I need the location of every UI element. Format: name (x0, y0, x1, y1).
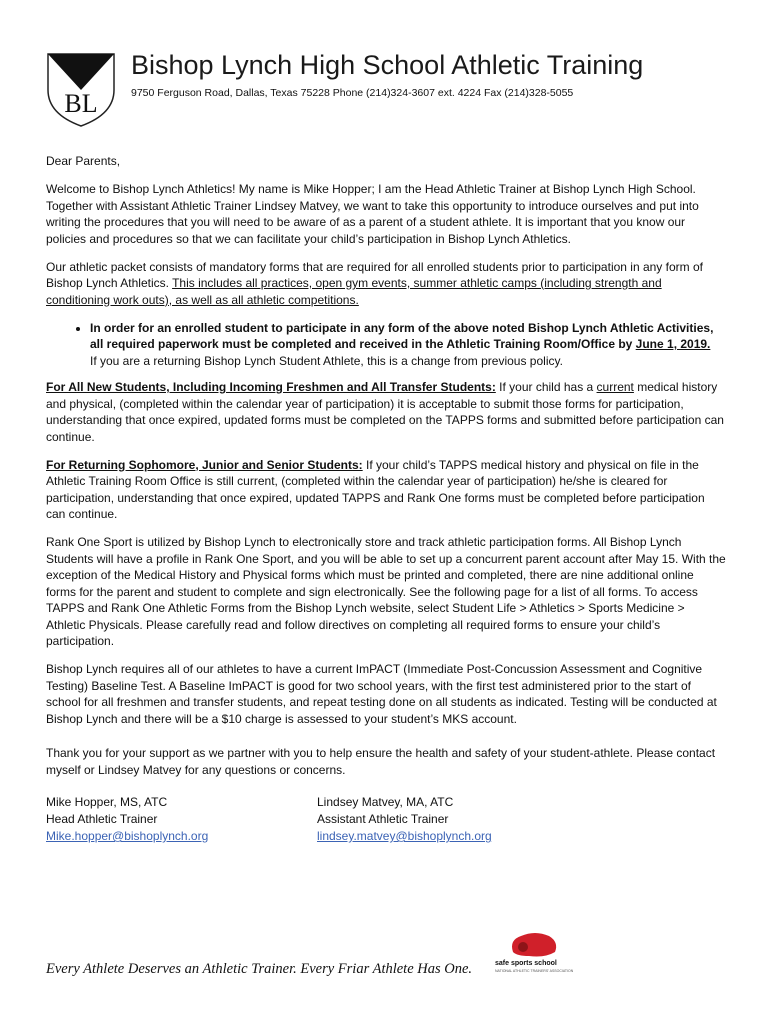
school-crest-logo (46, 52, 116, 128)
whistle-icon (505, 930, 561, 960)
email-link-matvey[interactable]: lindsey.matvey@bishoplynch.org (317, 829, 492, 843)
thanks-paragraph: Thank you for your support as we partner with you to help ensure the health and safety of your student-athlete. Please contact myself or Lindsey Matvey for any questions or concerns. (46, 746, 716, 777)
letter-body (46, 153, 726, 845)
returning-students-paragraph: For Returning Sophomore, Junior and Senior Students: If your child’s TAPPS medical history and physical on file in the Athletic Training Room Office is still current, (completed within the calendar year of participation) he/she is cleared for participation, understanding that once expired, updated TAPPS and Rank One forms must be completed before participation can continue. (46, 457, 705, 521)
new-students-heading: For All New Students, Including Incoming Freshmen and All Transfer Students: (46, 380, 496, 394)
rank-one-paragraph: Rank One Sport is utilized by Bishop Lynch to electronically store and track athletic participation forms. All Bishop Lynch Students will have a profile in Rank One Sport, and you will be able to set up a concurrent parent account after May 15. With the exception of the Medical History and Physical forms which must be printed and completed, there are nine additional online forms for the parent and student to complete and sign electronically. See the following page for a list of all forms. To access TAPPS and Rank One Athletic Forms from the Bishop Lynch website, select Student Life > Athletics > Sports Medicine > Athletic Physicals. Please carefully read and follow directives on completing all required forms to ensure your child’s participation. (46, 535, 726, 648)
crest-monogram: BL (64, 89, 98, 118)
intro-paragraph: Welcome to Bishop Lynch Athletics! My name is Mike Hopper; I am the Head Athletic Trainer at Bishop Lynch High School. Together with Assistant Athletic Trainer Lindsey Matvey, we want to take this opportunity to introduce ourselves and put into writing the procedures that you will need to be aware of as a parent of a student athlete. It is important that you know our policies and procedures so that we can facilitate your child’s participation in Bishop Lynch Athletics. (46, 182, 699, 246)
salutation: Dear Parents, (46, 154, 121, 168)
safe-sports-school-logo: safe sports school NATIONAL ATHLETIC TRAINERS' ASSOCIATION (495, 930, 565, 976)
new-students-paragraph: For All New Students, Including Incoming Freshmen and All Transfer Students: If your child has a current medical history and physical, (completed within the calendar year of participation) it is acceptable to submit those forms for participation, understanding that once expired, updated forms must be completed on the TAPPS forms and submitted before participation can continue. (46, 380, 724, 444)
deadline-date: June 1, 2019. (635, 337, 711, 351)
letterhead-address: 9750 Ferguson Road, Dallas, Texas 75228 Phone (214)324-3607 ext. 4224 Fax (214)328-5055 (131, 87, 574, 99)
packet-paragraph: Our athletic packet consists of mandatory forms that are required for all enrolled students prior to participation in any form of Bishop Lynch Athletics. This includes all practices, open gym events, summer athletic camps (including strength and conditioning work outs), as well as all athletic competitions. (46, 259, 703, 307)
signature-matvey: Lindsey Matvey, MA, ATC Assistant Athletic Trainer lindsey.matvey@bishoplynch.org (317, 794, 588, 845)
signature-block (46, 794, 726, 845)
signature-hopper: Mike Hopper, MS, ATC Head Athletic Trainer Mike.hopper@bishoplynch.org (46, 794, 317, 845)
returning-students-heading: For Returning Sophomore, Junior and Senior Students: (46, 457, 363, 472)
deadline-bullet: • In order for an enrolled student to participate in any form of the above noted Bishop Lynch Athletic Activities, all required paperwork must be completed and received in the Athletic Training Room/Office by June 1, 2019. If you are a returning Bishop Lynch Student Athlete, this is a change from previous policy. (46, 320, 726, 370)
email-link-hopper[interactable]: Mike.hopper@bishoplynch.org (46, 829, 209, 843)
letterhead-title: Bishop Lynch High School Athletic Training (131, 50, 644, 80)
footer-motto: Every Athlete Deserves an Athletic Trainer. Every Friar Athlete Has One. (46, 961, 473, 977)
impact-paragraph: Bishop Lynch requires all of our athletes to have a current ImPACT (Immediate Post-Concussion Assessment and Cognitive Testing) Baseline Test. A Baseline ImPACT is good for two school years, with the first test administered prior to the start of school for all freshmen and transfer students, and repeat testing done on all students as indicated. Testing will be conducted at Bishop Lynch and there will be a $10 charge is assessed to your student’s MKS account. (46, 662, 717, 726)
